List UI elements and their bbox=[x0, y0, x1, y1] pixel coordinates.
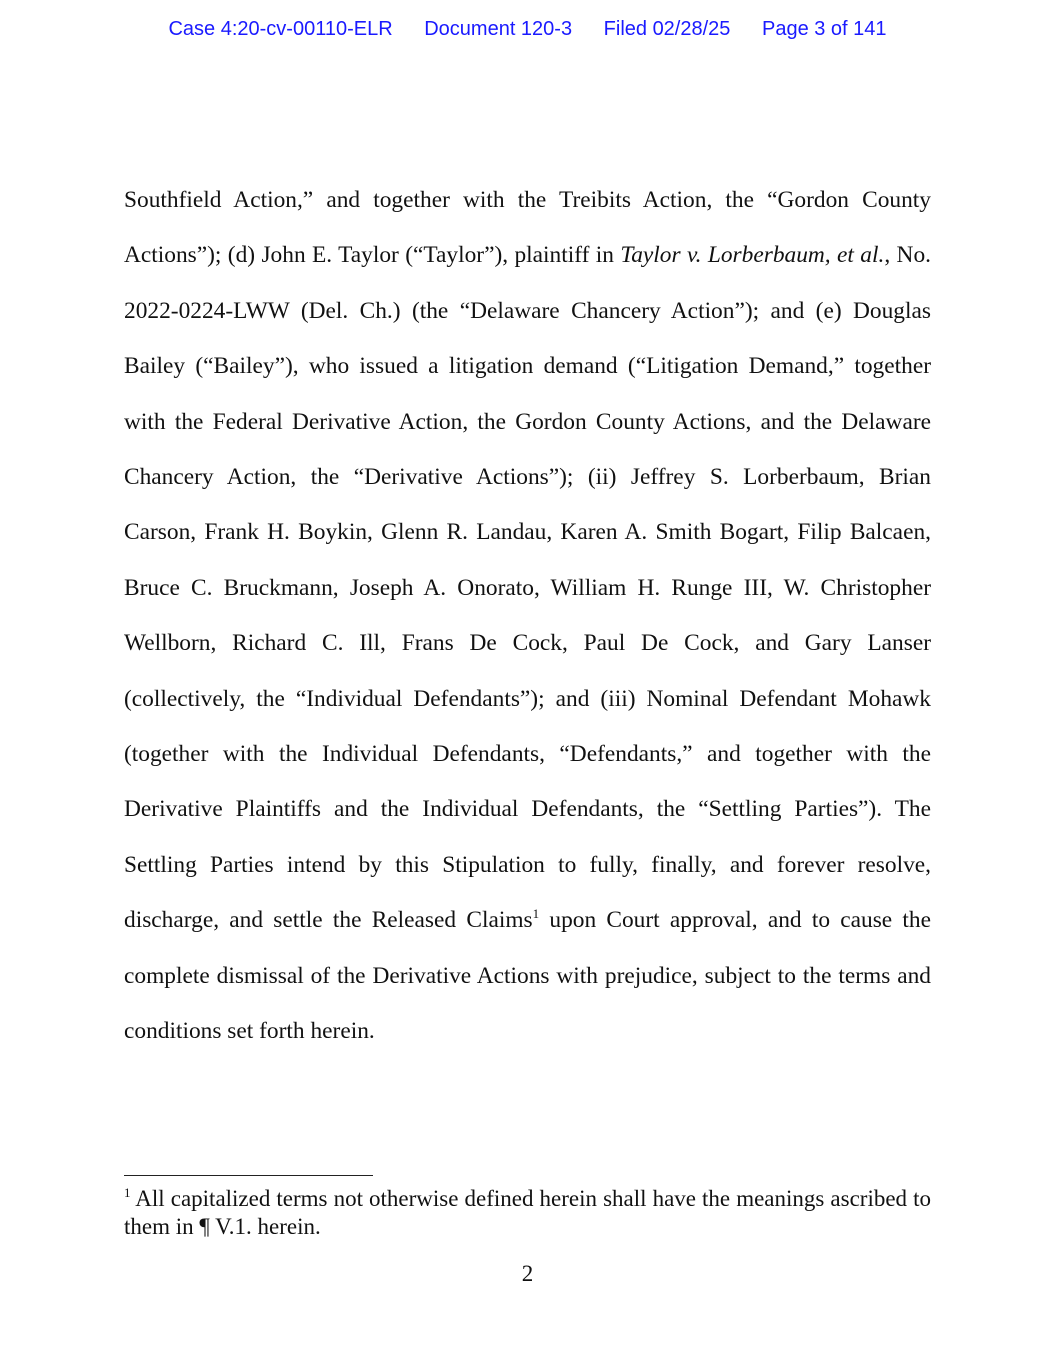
page-count: Page 3 of 141 bbox=[761, 18, 887, 40]
body-text-run-1: Southfield Action,” and together with the Treibits Action, the “Gordon County Actions”); (d) John E. Taylor (“Taylor”), plaintiff in bbox=[124, 187, 931, 269]
footnote-text: All capitalized terms not otherwise defined herein shall have the meanings ascribed to them in ¶ V.1. herein. bbox=[124, 1186, 931, 1239]
body-text-run-3: upon Court approval, and to cause the complete dismissal of the Derivative Actions with prejudice, subject to the terms and conditions set forth herein. bbox=[124, 907, 931, 1045]
page-number: 2 bbox=[521, 1261, 534, 1286]
case-number: Case 4:20-cv-00110-ELR bbox=[168, 18, 393, 40]
footnote-marker: 1 bbox=[124, 1185, 131, 1200]
filed-date: Filed 02/28/25 bbox=[603, 18, 731, 40]
ecf-filing-header bbox=[0, 18, 1055, 41]
case-citation: Taylor v. Lorberbaum, et al. bbox=[620, 242, 885, 269]
footnote-reference: 1 bbox=[532, 906, 540, 922]
body-text-run-2: , No. 2022-0224-LWW (Del. Ch.) (the “Delaware Chancery Action”); and (e) Douglas Bailey (“Bailey”), who issued a litigation demand (“Litigation Demand,” together with the Federal Derivative Action, the Gordon County Actions, and the Delaware Chancery Action, the “Derivative Actions”); (ii) Jeffrey S. Lorberbaum, Brian Carson, Frank H. Boykin, Glenn R. Landau, Karen A. Smith Bogart, Filip Balcaen, Bruce C. Bruckmann, Joseph A. Onorato, William H. Runge III, W. Christopher Wellborn, Richard C. Ill, Frans De Cock, Paul De Cock, and Gary Lanser (collectively, the “Individual Defendants”); and (iii) Nominal Defendant Mohawk (together with the Individual Defendants, “Defendants,” and together with the Derivative Plaintiffs and the Individual Defendants, the “Settling Parties”). The Settling Parties intend by this Stipulation to fully, finally, and forever resolve, discharge, and settle the Released Claims bbox=[124, 242, 931, 934]
footnote bbox=[124, 1185, 931, 1241]
footnote-separator bbox=[124, 1175, 373, 1176]
body-paragraph bbox=[124, 173, 931, 1060]
document-number: Document 120-3 bbox=[424, 18, 573, 40]
